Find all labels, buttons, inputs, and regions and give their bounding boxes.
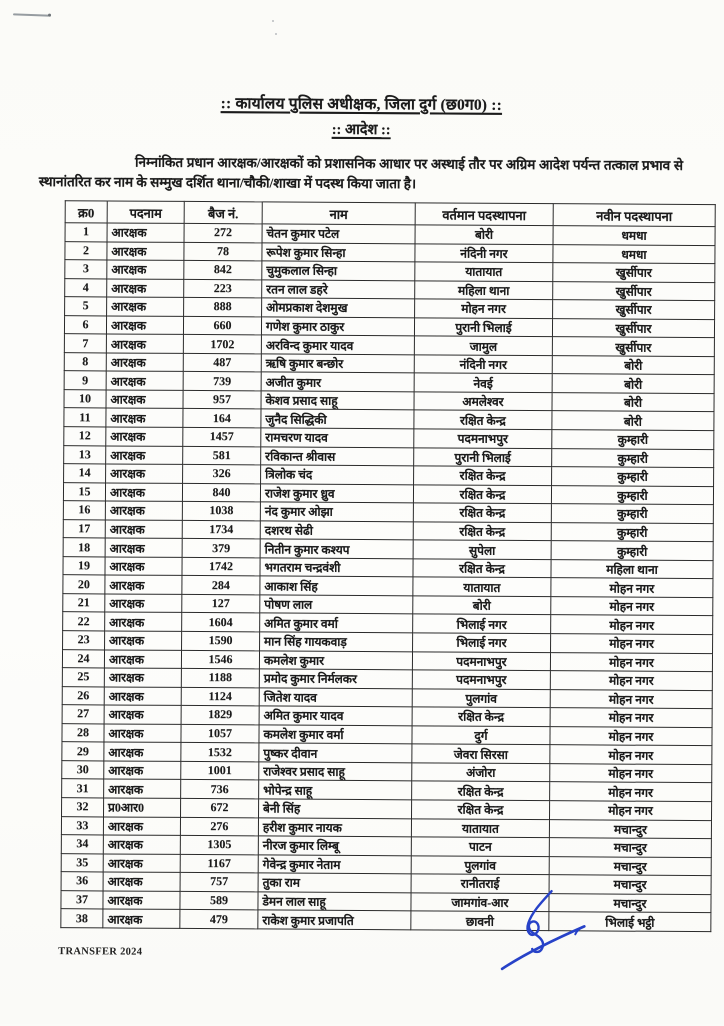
cell-name: गेवेन्द्र कुमार नेताम: [258, 854, 411, 873]
cell-name: ऋषि कुमार बन्छोर: [261, 354, 414, 373]
cell-new-posting: बोरी: [552, 411, 714, 431]
cell-designation: आरक्षक: [103, 891, 180, 910]
cell-current-posting: जामुल: [414, 336, 552, 355]
cell-serial: 12: [64, 427, 106, 446]
cell-serial: 1: [65, 223, 107, 242]
cell-current-posting: बोरी: [415, 225, 553, 244]
cell-serial: 30: [62, 761, 104, 780]
cell-serial: 4: [65, 278, 107, 297]
cell-new-posting: मोहन नगर: [550, 689, 712, 709]
cell-name: रतन लाल डहरे: [262, 280, 415, 299]
doc-title: :: कार्यालय पुलिस अधीक्षक, जिला दुर्ग (छ0ग0) ::: [220, 95, 503, 114]
col-header: क्र0: [65, 201, 107, 223]
cell-serial: 25: [62, 668, 104, 687]
cell-name: कमलेश कुमार वर्मा: [259, 725, 412, 744]
cell-serial: 23: [63, 631, 105, 650]
cell-badge: 739: [183, 372, 261, 391]
cell-designation: आरक्षक: [103, 816, 180, 835]
cell-name: प्रमोद कुमार निर्मलकर: [259, 669, 412, 688]
cell-badge: 276: [180, 817, 258, 836]
cell-name: गणेश कुमार ठाकुर: [261, 317, 414, 336]
cell-designation: आरक्षक: [105, 501, 182, 520]
signature-swoosh: [502, 926, 584, 970]
cell-badge: 1167: [180, 854, 258, 873]
cell-badge: 1124: [181, 687, 259, 706]
cell-serial: 22: [63, 612, 105, 631]
cell-current-posting: नंदिनी नगर: [415, 243, 553, 262]
cell-current-posting: रक्षित केन्द्र: [412, 707, 550, 726]
cell-serial: 27: [62, 705, 104, 724]
cell-designation: आरक्षक: [103, 909, 180, 928]
cell-serial: 31: [62, 779, 104, 798]
cell-new-posting: बोरी: [552, 393, 714, 413]
table-body: [61, 223, 715, 932]
cell-new-posting: धमधा: [553, 244, 715, 264]
cell-badge: 127: [182, 594, 260, 613]
cell-badge: 1305: [180, 835, 258, 854]
cell-new-posting: मोहन नगर: [551, 634, 713, 654]
cell-name: जुनैद सिद्धिकी: [261, 409, 414, 428]
cell-new-posting: कुम्हारी: [552, 448, 714, 468]
cell-designation: आरक्षक: [106, 427, 183, 446]
cell-serial: 14: [64, 464, 106, 483]
cell-designation: आरक्षक: [105, 483, 182, 502]
cell-name: डेमन लाल साहू: [258, 892, 411, 911]
cell-new-posting: बोरी: [552, 355, 714, 375]
col-header: बैज नं.: [184, 201, 262, 223]
cell-serial: 16: [63, 501, 105, 520]
cell-designation: आरक्षक: [104, 779, 181, 798]
cell-badge: 1604: [182, 613, 260, 632]
cell-serial: 36: [61, 872, 103, 891]
cell-name: कमलेश कुमार: [259, 650, 412, 669]
cell-serial: 9: [64, 371, 106, 390]
cell-badge: 672: [181, 798, 259, 817]
cell-new-posting: मोहन नगर: [550, 726, 712, 746]
cell-current-posting: रक्षित केन्द्र: [413, 559, 551, 578]
cell-name: मान सिंह गायकवाड़: [260, 632, 413, 651]
cell-designation: आरक्षक: [106, 334, 183, 353]
cell-new-posting: कुम्हारी: [551, 504, 713, 524]
cell-new-posting: बोरी: [552, 374, 714, 394]
cell-designation: आरक्षक: [103, 854, 180, 873]
cell-name: केशव प्रसाद साहू: [261, 391, 414, 410]
cell-new-posting: खुर्सीपार: [552, 337, 714, 357]
cell-serial: 33: [61, 816, 103, 835]
cell-current-posting: भिलाई नगर: [413, 633, 551, 652]
cell-badge: 223: [184, 279, 262, 298]
cell-designation: आरक्षक: [103, 872, 180, 891]
cell-badge: 1734: [182, 520, 260, 539]
cell-serial: 15: [63, 482, 105, 501]
cell-designation: आरक्षक: [106, 371, 183, 390]
cell-name: भगतराम चन्द्रवंशी: [260, 558, 413, 577]
cell-serial: 11: [64, 408, 106, 427]
cell-designation: आरक्षक: [104, 687, 181, 706]
col-header: पदनाम: [107, 201, 184, 223]
cell-name: अरविन्द कुमार यादव: [261, 335, 414, 354]
cell-designation: आरक्षक: [107, 297, 184, 316]
cell-new-posting: मचान्दुर: [549, 838, 711, 858]
cell-designation: आरक्षक: [104, 761, 181, 780]
cell-current-posting: भिलाई नगर: [413, 614, 551, 633]
cell-designation: आरक्षक: [105, 557, 182, 576]
transfer-table: [60, 200, 715, 932]
cell-designation: आरक्षक: [104, 650, 181, 669]
cell-name: राजेश कुमार ध्रुव: [260, 484, 413, 503]
cell-current-posting: नंदिनी नगर: [414, 355, 552, 374]
intro-paragraph: निम्नांकित प्रधान आरक्षक/आरक्षकों को प्रशासनिक आधार पर अस्थाई तौर पर अग्रिम आदेश पर्यन्त तत्काल प्रभाव से स्थानांतरित कर नाम के सम्मुख दर्शित थाना/चौकी/शाखा में पदस्थ किया जाता है।: [38, 154, 684, 192]
cell-name: नंद कुमार ओझा: [260, 502, 413, 521]
cell-badge: 1702: [183, 335, 261, 354]
cell-badge: 1829: [181, 706, 259, 725]
cell-current-posting: बोरी: [413, 596, 551, 615]
cell-badge: 888: [184, 298, 262, 317]
cell-new-posting: कुम्हारी: [551, 485, 713, 505]
cell-new-posting: कुम्हारी: [552, 467, 714, 487]
cell-current-posting: पुलगांव: [411, 855, 549, 874]
cell-new-posting: खुर्सीपार: [553, 263, 715, 283]
cell-serial: 5: [65, 297, 107, 316]
cell-name: पुष्कर दीवान: [259, 743, 412, 762]
cell-designation: आरक्षक: [107, 279, 184, 298]
cell-current-posting: पुरानी भिलाई: [414, 447, 552, 466]
cell-designation: प्र0आर0: [104, 798, 181, 817]
cell-name: तुका राम: [258, 873, 411, 892]
cell-new-posting: महिला थाना: [551, 560, 713, 580]
cell-name: त्रिलोक चंद: [261, 465, 414, 484]
cell-current-posting: यातायात: [415, 262, 553, 281]
cell-name: अमित कुमार यादव: [259, 706, 412, 725]
cell-new-posting: मचान्दुर: [549, 875, 711, 895]
cell-badge: 1532: [181, 743, 259, 762]
cell-new-posting: कुम्हारी: [551, 522, 713, 542]
cell-current-posting: दुर्ग: [412, 726, 550, 745]
cell-serial: 8: [64, 353, 106, 372]
cell-new-posting: मोहन नगर: [550, 764, 712, 784]
cell-badge: 842: [184, 261, 262, 280]
cell-designation: आरक्षक: [103, 835, 180, 854]
cell-badge: 326: [183, 465, 261, 484]
cell-serial: 7: [64, 334, 106, 353]
cell-serial: 13: [64, 445, 106, 464]
cell-new-posting: मचान्दुर: [549, 856, 711, 876]
cell-current-posting: रक्षित केन्द्र: [413, 503, 551, 522]
cell-current-posting: रक्षित केन्द्र: [414, 466, 552, 485]
cell-current-posting: यातायात: [413, 577, 551, 596]
cell-designation: आरक्षक: [107, 241, 184, 260]
cell-new-posting: मोहन नगर: [550, 708, 712, 728]
cell-serial: 26: [62, 686, 104, 705]
cell-designation: आरक्षक: [105, 575, 182, 594]
cell-serial: 18: [63, 538, 105, 557]
cell-designation: आरक्षक: [104, 742, 181, 761]
cell-current-posting: रानीतराई: [411, 874, 549, 893]
cell-name: अजीत कुमार: [261, 372, 414, 391]
cell-badge: 736: [181, 780, 259, 799]
cell-name: रविकान्त श्रीवास: [261, 446, 414, 465]
cell-designation: आरक्षक: [104, 668, 181, 687]
cell-designation: आरक्षक: [105, 612, 182, 631]
cell-current-posting: सुपेला: [413, 540, 551, 559]
cell-name: जितेश यादव: [259, 688, 412, 707]
cell-badge: 840: [182, 483, 260, 502]
cell-new-posting: भिलाई भट्ठी: [549, 912, 711, 932]
cell-name: राजेश्वर प्रसाद साहू: [259, 762, 412, 781]
cell-new-posting: कुम्हारी: [552, 430, 714, 450]
cell-new-posting: मोहन नगर: [550, 782, 712, 802]
cell-badge: 1038: [182, 502, 260, 521]
cell-name: चुमुकलाल सिन्हा: [262, 261, 415, 280]
cell-name: भोपेन्द्र साहू: [259, 780, 412, 799]
cell-current-posting: रक्षित केन्द्र: [412, 781, 550, 800]
cell-current-posting: रक्षित केन्द्र: [413, 484, 551, 503]
cell-current-posting: छावनी: [411, 911, 549, 930]
cell-new-posting: मोहन नगर: [550, 671, 712, 691]
cell-current-posting: पदमनाभपुर: [412, 670, 550, 689]
cell-serial: 24: [62, 649, 104, 668]
table-row: [61, 909, 711, 932]
cell-badge: 1001: [181, 761, 259, 780]
cell-badge: 487: [183, 353, 261, 372]
cell-current-posting: यातायात: [411, 818, 549, 837]
cell-serial: 32: [62, 798, 104, 817]
cell-name: चेतन कुमार पटेल: [262, 224, 415, 243]
cell-badge: 1057: [181, 724, 259, 743]
cell-designation: आरक्षक: [105, 520, 182, 539]
cell-current-posting: पुलगांव: [412, 688, 550, 707]
cell-serial: 20: [63, 575, 105, 594]
cell-new-posting: खुर्सीपार: [553, 300, 715, 320]
cell-name: आकाश सिंह: [260, 576, 413, 595]
cell-serial: 28: [62, 723, 104, 742]
cell-badge: 1742: [182, 557, 260, 576]
cell-new-posting: मोहन नगर: [550, 745, 712, 765]
cell-designation: आरक्षक: [106, 464, 183, 483]
cell-serial: 10: [64, 390, 106, 409]
cell-badge: 1590: [182, 631, 260, 650]
col-header: नाम: [262, 202, 415, 225]
cell-current-posting: जेवरा सिरसा: [412, 744, 550, 763]
cell-designation: आरक्षक: [106, 353, 183, 372]
cell-name: रामचरण यादव: [261, 428, 414, 447]
cell-name: दशरथ सेढी: [260, 521, 413, 540]
cell-designation: आरक्षक: [107, 260, 184, 279]
cell-designation: आरक्षक: [106, 316, 183, 335]
cell-badge: 272: [184, 223, 262, 242]
cell-current-posting: रक्षित केन्द्र: [413, 522, 551, 541]
cell-current-posting: पदमनाभपुर: [412, 651, 550, 670]
cell-badge: 1188: [181, 669, 259, 688]
cell-badge: 581: [183, 446, 261, 465]
cell-current-posting: पाटन: [411, 837, 549, 856]
cell-current-posting: अंजोरा: [412, 763, 550, 782]
cell-badge: 78: [184, 242, 262, 261]
cell-serial: 37: [61, 890, 103, 909]
cell-new-posting: मोहन नगर: [551, 615, 713, 635]
cell-new-posting: मचान्दुर: [549, 893, 711, 913]
cell-current-posting: मोहन नगर: [415, 299, 553, 318]
cell-name: रूपेश कुमार सिन्हा: [262, 242, 415, 261]
cell-name: हरीश कुमार नायक: [258, 817, 411, 836]
cell-designation: आरक्षक: [105, 594, 182, 613]
cell-name: बेनी सिंह: [259, 799, 412, 818]
cell-serial: 2: [65, 241, 107, 260]
cell-new-posting: खुर्सीपार: [552, 318, 714, 338]
cell-current-posting: नेवई: [414, 373, 552, 392]
footer-label: TRANSFER 2024: [58, 946, 143, 958]
cell-new-posting: खुर्सीपार: [553, 281, 715, 301]
cell-designation: आरक्षक: [104, 705, 181, 724]
cell-serial: 19: [63, 557, 105, 576]
cell-serial: 34: [61, 835, 103, 854]
cell-name: नितीन कुमार कश्यप: [260, 539, 413, 558]
cell-new-posting: मोहन नगर: [550, 652, 712, 672]
cell-designation: आरक्षक: [106, 408, 183, 427]
cell-name: अमित कुमार वर्मा: [260, 613, 413, 632]
order-heading: :: आदेश ::: [331, 121, 391, 139]
cell-current-posting: रक्षित केन्द्र: [412, 800, 550, 819]
cell-designation: आरक्षक: [104, 724, 181, 743]
cell-new-posting: मोहन नगर: [551, 597, 713, 617]
col-header: नवीन पदस्थापना: [553, 204, 715, 227]
cell-badge: 284: [182, 576, 260, 595]
cell-current-posting: महिला थाना: [415, 280, 553, 299]
cell-current-posting: जामगांव-आर: [411, 893, 549, 912]
cell-designation: आरक्षक: [107, 223, 184, 242]
cell-serial: 38: [61, 909, 103, 928]
cell-badge: 164: [183, 409, 261, 428]
cell-designation: आरक्षक: [105, 631, 182, 650]
cell-badge: 1457: [183, 427, 261, 446]
cell-badge: 660: [183, 316, 261, 335]
cell-new-posting: मचान्दुर: [549, 819, 711, 839]
cell-current-posting: अमलेश्वर: [414, 392, 552, 411]
cell-serial: 35: [61, 853, 103, 872]
cell-current-posting: रक्षित केन्द्र: [414, 410, 552, 429]
cell-name: नीरज कुमार लिम्बू: [258, 836, 411, 855]
cell-serial: 29: [62, 742, 104, 761]
cell-new-posting: कुम्हारी: [551, 541, 713, 561]
cell-new-posting: मोहन नगर: [551, 578, 713, 598]
cell-name: पोषण लाल: [260, 595, 413, 614]
cell-current-posting: पदमनाभपुर: [414, 429, 552, 448]
cell-badge: 957: [183, 390, 261, 409]
col-header: वर्तमान पदस्थापना: [415, 203, 553, 226]
cell-badge: 379: [182, 539, 260, 558]
cell-new-posting: मोहन नगर: [549, 801, 711, 821]
cell-serial: 17: [63, 519, 105, 538]
cell-serial: 6: [64, 315, 106, 334]
cell-badge: 479: [180, 910, 258, 929]
cell-current-posting: पुरानी भिलाई: [414, 318, 552, 337]
cell-badge: 589: [180, 891, 258, 910]
cell-serial: 21: [63, 594, 105, 613]
cell-serial: 3: [65, 260, 107, 279]
cell-designation: आरक्षक: [106, 390, 183, 409]
cell-name: राकेश कुमार प्रजापति: [258, 910, 411, 929]
cell-badge: 1546: [181, 650, 259, 669]
cell-badge: 757: [180, 873, 258, 892]
cell-new-posting: धमधा: [553, 226, 715, 246]
cell-designation: आरक्षक: [105, 538, 182, 557]
cell-designation: आरक्षक: [106, 446, 183, 465]
cell-name: ओमप्रकाश देशमुख: [262, 298, 415, 317]
